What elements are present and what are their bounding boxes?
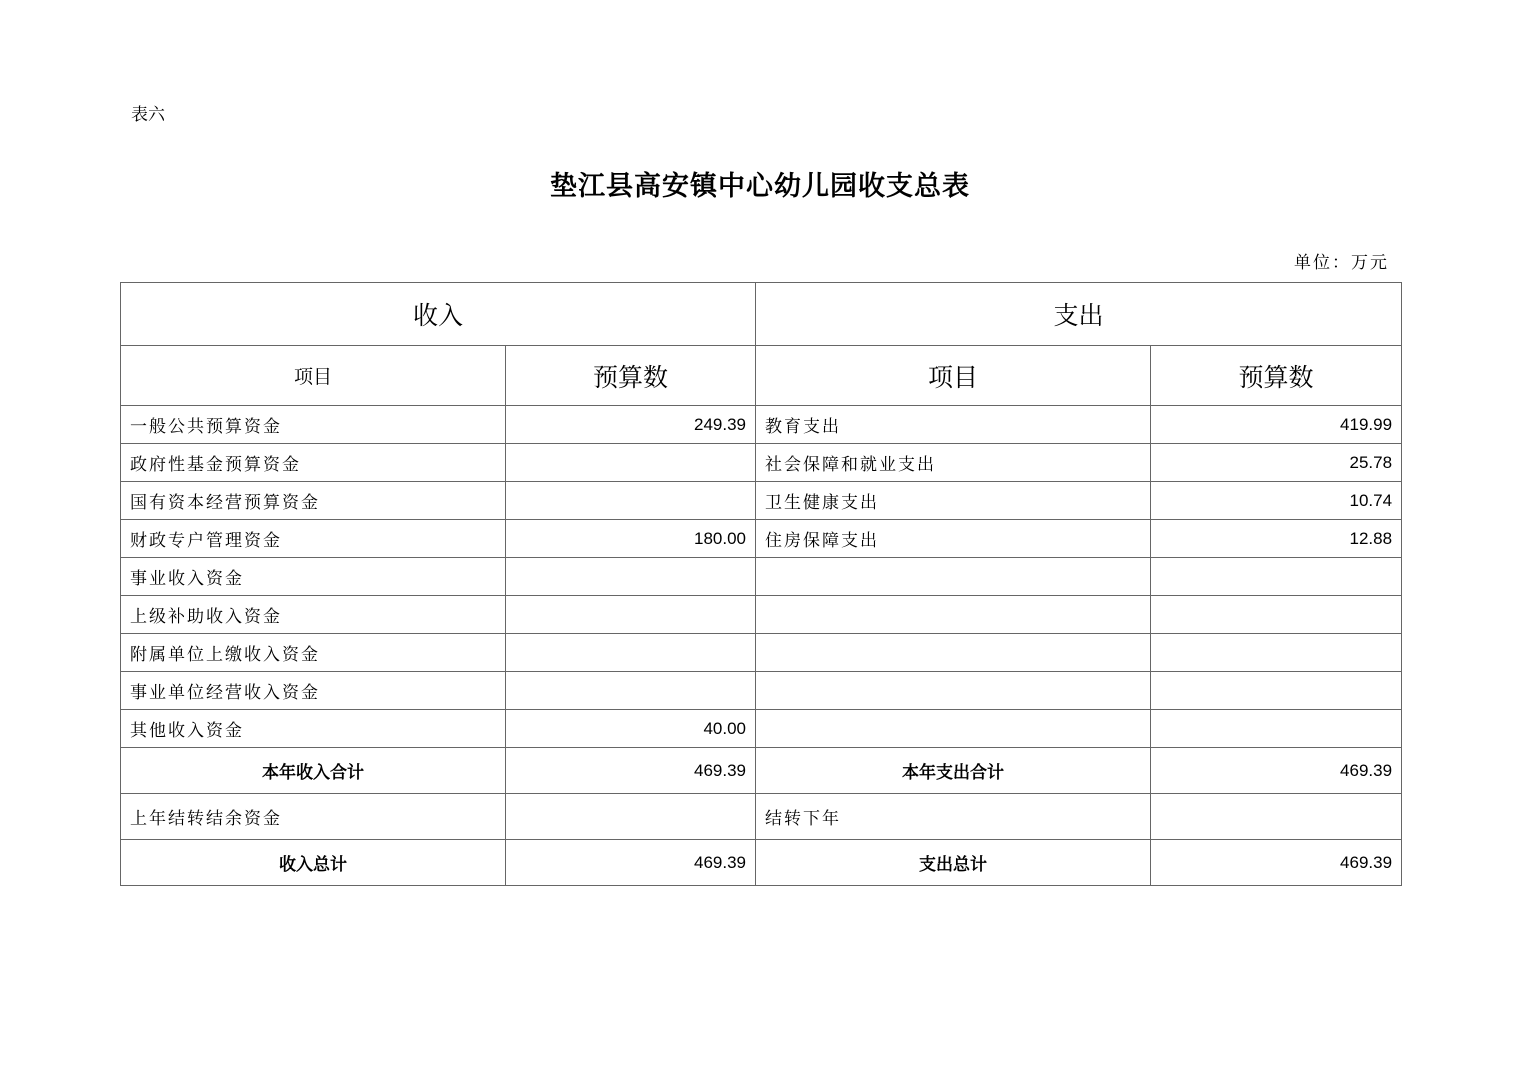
income-item-cell: 其他收入资金 [121,710,506,748]
expense-value-cell [1151,596,1402,634]
income-value-cell [506,444,756,482]
income-item-cell: 事业单位经营收入资金 [121,672,506,710]
income-budget-column-header: 预算数 [506,346,756,406]
table-row [121,596,1402,634]
income-item-cell: 国有资本经营预算资金 [121,482,506,520]
expense-value-cell: 12.88 [1151,520,1402,558]
expense-item-cell: 教育支出 [756,406,1151,444]
expense-item-cell [756,596,1151,634]
page-title: 垫江县高安镇中心幼儿园收支总表 [550,171,970,202]
carry-over-income-label: 上年结转结余资金 [121,794,506,840]
carry-over-expense-value [1151,794,1402,840]
expense-value-cell: 25.78 [1151,444,1402,482]
income-value-cell: 40.00 [506,710,756,748]
income-value-cell [506,558,756,596]
grand-total-row [121,840,1402,886]
table-row [121,634,1402,672]
expense-budget-column-header: 预算数 [1151,346,1402,406]
income-item-column-header: 项目 [121,346,506,406]
table-row [121,710,1402,748]
expense-value-cell [1151,672,1402,710]
income-value-cell: 249.39 [506,406,756,444]
income-value-cell [506,596,756,634]
table-row [121,406,1402,444]
table-row [121,558,1402,596]
income-item-cell: 附属单位上缴收入资金 [121,634,506,672]
income-value-cell [506,482,756,520]
expense-item-cell [756,672,1151,710]
year-expense-total-value: 469.39 [1151,748,1402,794]
expense-value-cell [1151,634,1402,672]
budget-table [120,282,1402,886]
income-value-cell: 180.00 [506,520,756,558]
year-income-total-value: 469.39 [506,748,756,794]
carry-over-row [121,794,1402,840]
carry-over-income-value [506,794,756,840]
column-header-row [121,346,1402,406]
carry-over-expense-label: 结转下年 [756,794,1151,840]
expense-item-cell: 住房保障支出 [756,520,1151,558]
year-income-total-label: 本年收入合计 [121,748,506,794]
expense-item-cell [756,558,1151,596]
unit-label: 单位：万元 [1294,253,1389,273]
expense-item-column-header: 项目 [756,346,1151,406]
grand-income-total-label: 收入总计 [121,840,506,886]
expense-item-cell: 卫生健康支出 [756,482,1151,520]
expense-item-cell: 社会保障和就业支出 [756,444,1151,482]
table-row [121,672,1402,710]
income-item-cell: 事业收入资金 [121,558,506,596]
table-row [121,444,1402,482]
section-header-row [121,283,1402,346]
income-header: 收入 [121,283,756,346]
expense-item-cell [756,710,1151,748]
table-row [121,482,1402,520]
year-total-row [121,748,1402,794]
income-item-cell: 政府性基金预算资金 [121,444,506,482]
expense-value-cell [1151,558,1402,596]
expense-value-cell: 10.74 [1151,482,1402,520]
expense-header: 支出 [756,283,1402,346]
grand-expense-total-value: 469.39 [1151,840,1402,886]
year-expense-total-label: 本年支出合计 [756,748,1151,794]
grand-expense-total-label: 支出总计 [756,840,1151,886]
income-item-cell: 一般公共预算资金 [121,406,506,444]
income-value-cell [506,672,756,710]
expense-item-cell [756,634,1151,672]
expense-value-cell [1151,710,1402,748]
income-value-cell [506,634,756,672]
expense-value-cell: 419.99 [1151,406,1402,444]
income-item-cell: 上级补助收入资金 [121,596,506,634]
table-label: 表六 [131,105,165,125]
grand-income-total-value: 469.39 [506,840,756,886]
income-item-cell: 财政专户管理资金 [121,520,506,558]
table-row [121,520,1402,558]
